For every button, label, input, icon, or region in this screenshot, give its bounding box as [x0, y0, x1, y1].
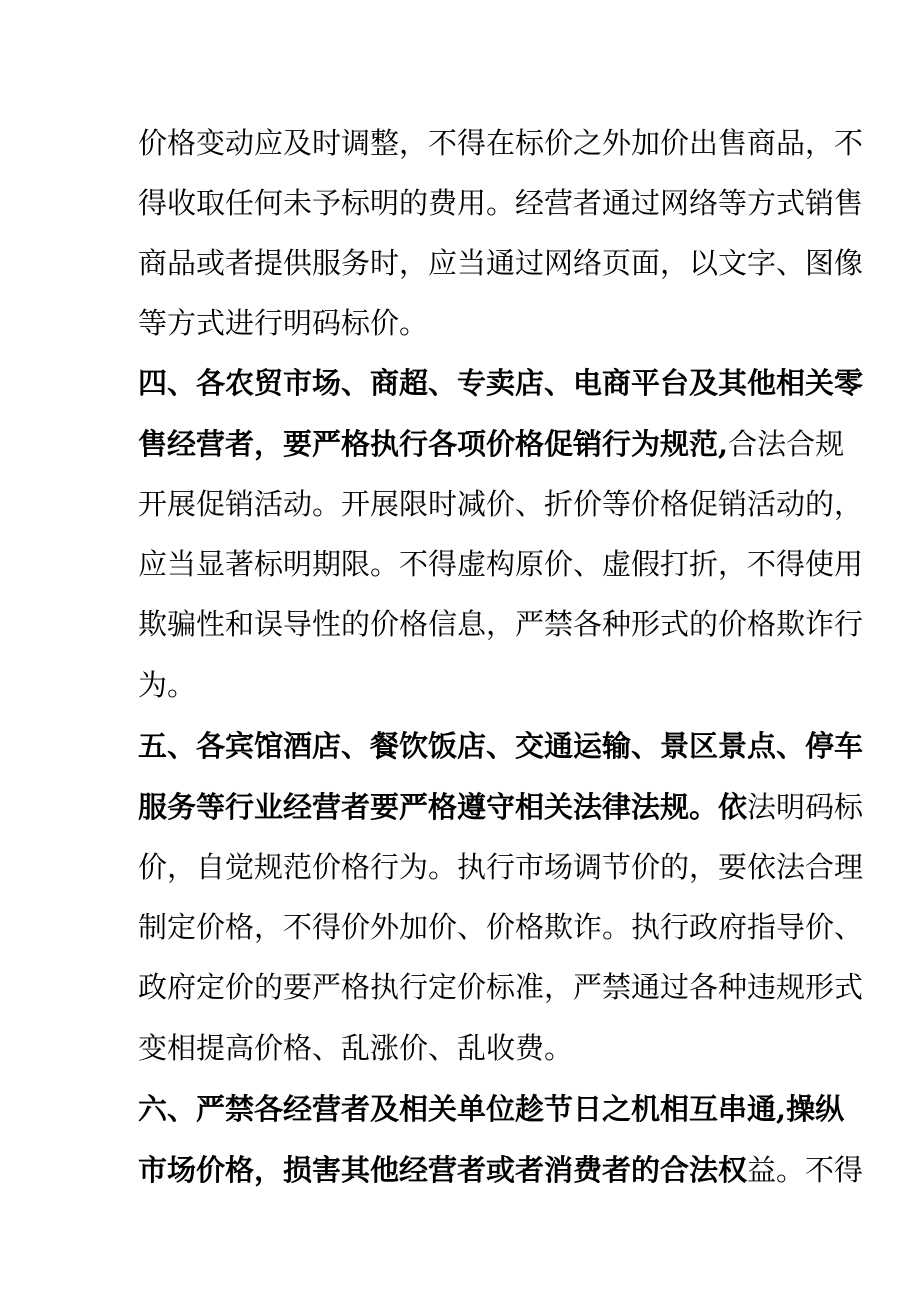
text-line [138, 183, 863, 223]
text-line [138, 665, 196, 705]
section-heading: 服务等行业经营者要严格遵守相关法律法规。依 [138, 790, 748, 824]
section-heading-line [138, 424, 844, 464]
text-segment: 变相提高价格、乱涨价、乱收费。 [138, 1031, 574, 1065]
text-segment: 价，自觉规范价格行为。执行市场调节价的，要依法合理 [138, 850, 864, 884]
text-segment: 制定价格，不得价外加价、价格欺诈。执行政府指导价、 [138, 910, 864, 944]
text-line [138, 847, 863, 887]
text-line [138, 123, 863, 163]
text-segment: 法明码标 [747, 790, 864, 824]
text-line [138, 604, 863, 644]
text-segment: 合法合规 [728, 427, 845, 461]
text-line [138, 1028, 573, 1068]
section-heading: 市场价格，损害其他经营者或者消费者的合法权 [138, 1153, 748, 1187]
text-segment: 等方式进行明码标价。 [138, 306, 429, 340]
section-heading-line [138, 787, 863, 827]
section-heading-line [138, 1089, 844, 1129]
text-line [138, 303, 428, 343]
text-segment: 开展促销活动。开展限时减价、折价等价格促销活动的， [138, 487, 864, 521]
text-line [138, 907, 863, 947]
text-segment: 商品或者提供服务时，应当通过网络页面，以文字、图像 [138, 246, 864, 280]
section-heading: 五、各宾馆酒店、餐饮饭店、交通运输、景区景点、停车 [138, 729, 864, 763]
section-heading: 六、严禁各经营者及相关单位趁节日之机相互串通,操纵 [138, 1092, 845, 1126]
section-heading: 四、各农贸市场、商超、专卖店、电商平台及其他相关零 [138, 366, 864, 400]
text-segment: 政府定价的要严格执行定价标准，严禁通过各种违规形式 [138, 970, 864, 1004]
text-segment: 为。 [138, 668, 197, 702]
text-segment: 价格变动应及时调整，不得在标价之外加价出售商品，不 [138, 126, 864, 160]
text-segment: 应当显著标明期限。不得虚构原价、虚假打折，不得使用 [138, 547, 864, 581]
section-heading-line [138, 363, 863, 403]
section-heading: 售经营者，要严格执行各项价格促销行为规范, [138, 427, 729, 461]
text-line [138, 967, 863, 1007]
text-line [138, 243, 863, 283]
text-line [138, 484, 863, 524]
text-segment: 益。不得 [747, 1153, 864, 1187]
text-segment: 欺骗性和误导性的价格信息，严禁各种形式的价格欺诈行 [138, 607, 864, 641]
text-segment: 得收取任何未予标明的费用。经营者通过网络等方式销售 [138, 186, 864, 220]
section-heading-line [138, 726, 863, 766]
text-line [138, 544, 863, 584]
section-heading-line [138, 1150, 863, 1190]
